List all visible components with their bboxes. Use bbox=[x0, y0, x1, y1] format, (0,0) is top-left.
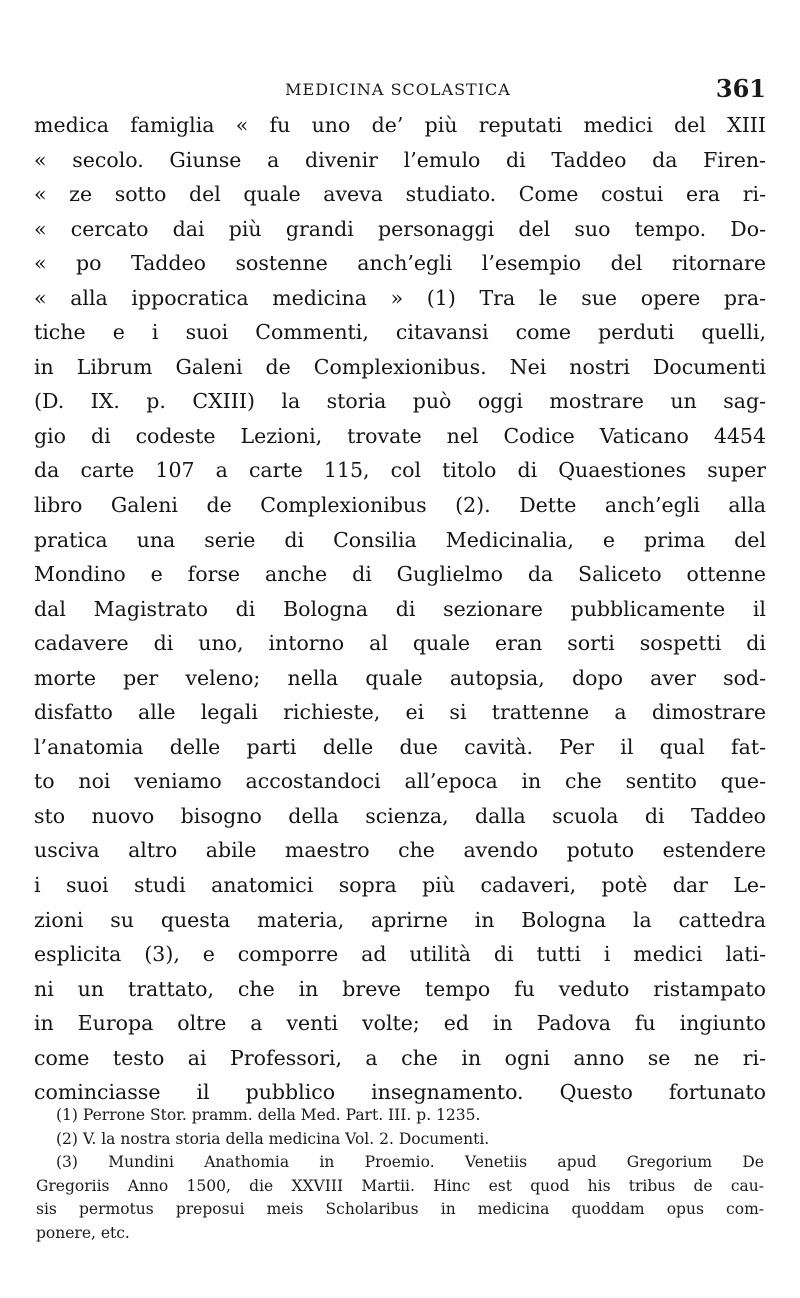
text-line: ni un trattato, che in breve tempo fu veduto ristampato bbox=[34, 976, 766, 1001]
text-line: disfatto alle legali richieste, ei si trattenne a dimostrare bbox=[34, 700, 766, 725]
footnote-3-continuation: sis permotus preposui meis Scholaribus in medicina quoddam opus com- bbox=[36, 1200, 764, 1218]
text-line: i suoi studi anatomici sopra più cadaveri, potè dar Le- bbox=[34, 873, 766, 898]
text-line: gio di codeste Lezioni, trovate nel Codice Vaticano 4454 bbox=[34, 423, 766, 448]
running-title: MEDICINA SCOLASTICA bbox=[285, 80, 511, 99]
footnote-2: (2) V. la nostra storia della medicina Vol. 2. Documenti. bbox=[56, 1129, 490, 1148]
text-line: in Europa oltre a venti volte; ed in Padova fu ingiunto bbox=[34, 1011, 766, 1036]
text-line: da carte 107 a carte 115, col titolo di Quaestiones super bbox=[34, 458, 766, 483]
text-line: « cercato dai più grandi personaggi del suo tempo. Do- bbox=[34, 216, 766, 241]
footnote-1: (1) Perrone Stor. pramm. della Med. Part. III. p. 1235. bbox=[56, 1106, 481, 1124]
text-line: zioni su questa materia, aprirne in Bologna la cattedra bbox=[34, 907, 766, 932]
text-line: (D. IX. p. CXIII) la storia può oggi mostrare un sag- bbox=[34, 389, 766, 414]
text-line: dal Magistrato di Bologna di sezionare pubblicamente il bbox=[34, 596, 766, 621]
main-text bbox=[34, 108, 766, 1110]
running-head bbox=[30, 74, 766, 104]
text-line: « po Taddeo sostenne anch’egli l’esempio del ritornare bbox=[34, 251, 766, 276]
text-line: come testo ai Professori, a che in ogni anno se ne ri- bbox=[34, 1045, 766, 1070]
text-line: cadavere di uno, intorno al quale eran sorti sospetti di bbox=[34, 631, 766, 656]
text-line: « alla ippocratica medicina » (1) Tra le sue opere pra- bbox=[34, 285, 766, 310]
text-line: pratica una serie di Consilia Medicinalia, e prima del bbox=[34, 527, 766, 552]
text-line: in Librum Galeni de Complexionibus. Nei nostri Documenti bbox=[34, 354, 766, 379]
page-number: 361 bbox=[715, 74, 766, 103]
text-line: Mondino e forse anche di Guglielmo da Saliceto ottenne bbox=[34, 562, 766, 587]
text-line: morte per veleno; nella quale autopsia, dopo aver sod- bbox=[34, 665, 766, 690]
text-line: « secolo. Giunse a divenir l’emulo di Taddeo da Firen- bbox=[34, 147, 766, 172]
text-line: cominciasse il pubblico insegnamento. Questo fortunato bbox=[34, 1080, 766, 1105]
text-line: esplicita (3), e comporre ad utilità di tutti i medici lati- bbox=[34, 942, 766, 967]
footnote-3: (3) Mundini Anathomia in Proemio. Venetiis apud Gregorium De bbox=[56, 1153, 764, 1171]
text-line: to noi veniamo accostandoci all’epoca in che sentito que- bbox=[34, 769, 766, 794]
footnotes bbox=[36, 1104, 764, 1245]
text-line: tiche e i suoi Commenti, citavansi come perduti quelli, bbox=[34, 320, 766, 345]
text-line: medica famiglia « fu uno de’ più reputati medici del XIII bbox=[34, 113, 766, 137]
text-line: usciva altro abile maestro che avendo potuto estendere bbox=[34, 838, 766, 863]
text-line: sto nuovo bisogno della scienza, dalla scuola di Taddeo bbox=[34, 803, 766, 828]
footnote-3-continuation: ponere, etc. bbox=[36, 1223, 130, 1242]
text-line: libro Galeni de Complexionibus (2). Dette anch’egli alla bbox=[34, 493, 766, 518]
text-line: l’anatomia delle parti delle due cavità. Per il qual fat- bbox=[34, 734, 766, 759]
text-line: « ze sotto del quale aveva studiato. Come costui era ri- bbox=[34, 182, 766, 207]
footnote-3-continuation: Gregoriis Anno 1500, die XXVIII Martii. Hinc est quod his tribus de cau- bbox=[36, 1176, 764, 1195]
